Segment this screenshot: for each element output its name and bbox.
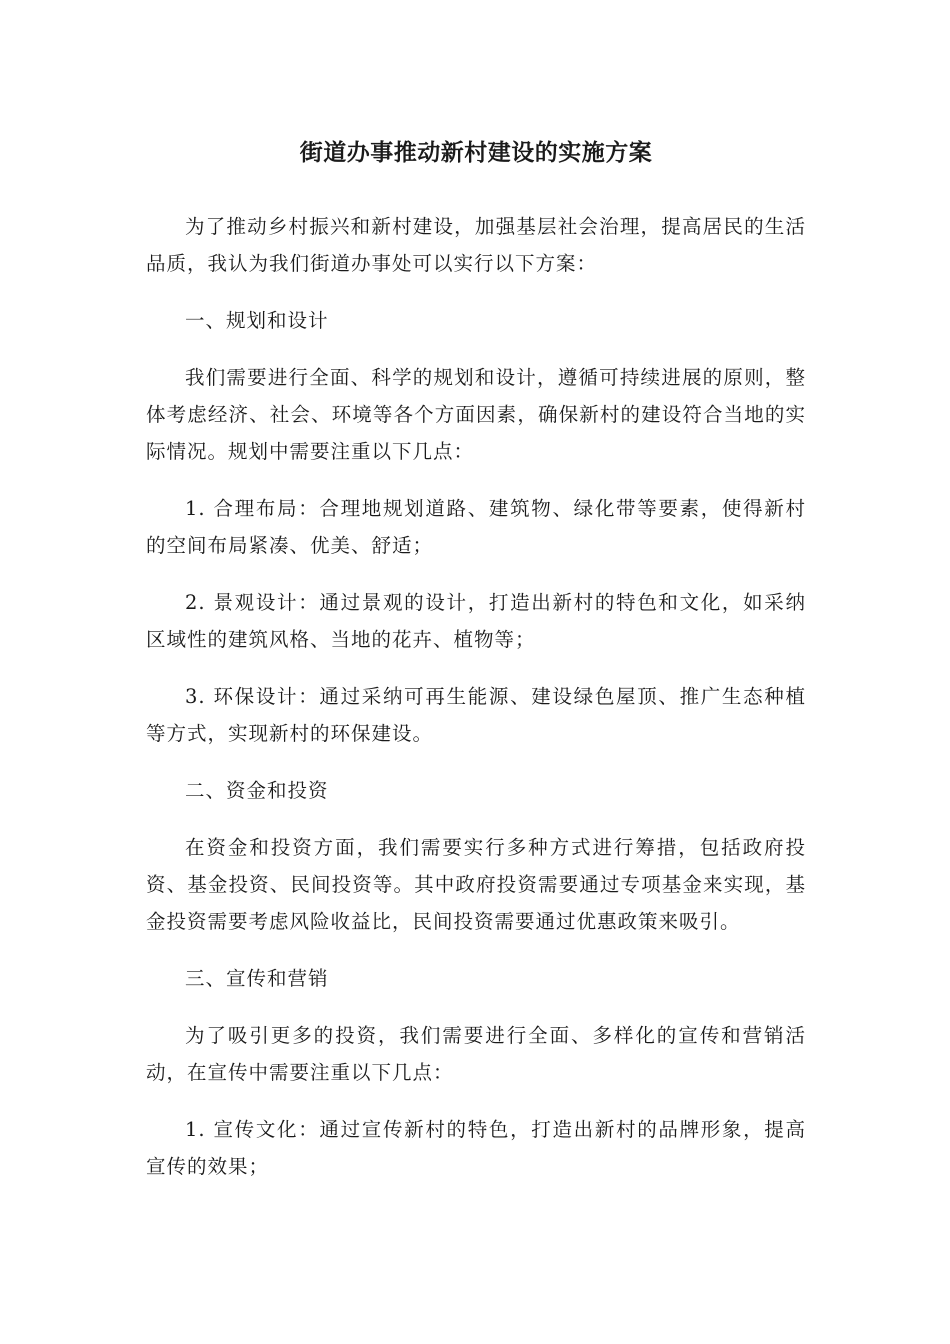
section-heading-funding: 二、资金和投资 — [185, 779, 329, 802]
planning-item-eco: 3. 环保设计：通过采纳可再生能源、建设绿色屋顶、推广生态种植等方式，实现新村的环保建设。 — [146, 685, 806, 745]
intro-paragraph: 为了推动乡村振兴和新村建设，加强基层社会治理，提高居民的生活品质，我认为我们街道办事处可以实行以下方案： — [146, 215, 806, 275]
marketing-paragraph: 为了吸引更多的投资，我们需要进行全面、多样化的宣传和营销活动，在宣传中需要注重以下几点： — [146, 1024, 806, 1084]
marketing-item-culture: 1. 宣传文化：通过宣传新村的特色，打造出新村的品牌形象，提高宣传的效果； — [146, 1118, 806, 1178]
funding-paragraph: 在资金和投资方面，我们需要实行多种方式进行筹措，包括政府投资、基金投资、民间投资等。其中政府投资需要通过专项基金来实现，基金投资需要考虑风险收益比，民间投资需要通过优惠政策来吸引。 — [146, 836, 806, 933]
document-page — [146, 130, 806, 1205]
section-heading-planning: 一、规划和设计 — [185, 309, 329, 332]
planning-item-landscape: 2. 景观设计：通过景观的设计，打造出新村的特色和文化，如采纳区域性的建筑风格、当地的花卉、植物等； — [146, 591, 806, 651]
section-heading-marketing: 三、宣传和营销 — [185, 967, 329, 990]
document-title: 街道办事推动新村建设的实施方案 — [299, 140, 653, 166]
planning-item-layout: 1. 合理布局：合理地规划道路、建筑物、绿化带等要素，使得新村的空间布局紧凑、优美、舒适； — [146, 497, 806, 557]
planning-paragraph: 我们需要进行全面、科学的规划和设计，遵循可持续进展的原则，整体考虑经济、社会、环境等各个方面因素，确保新村的建设符合当地的实际情况。规划中需要注重以下几点： — [146, 366, 806, 463]
